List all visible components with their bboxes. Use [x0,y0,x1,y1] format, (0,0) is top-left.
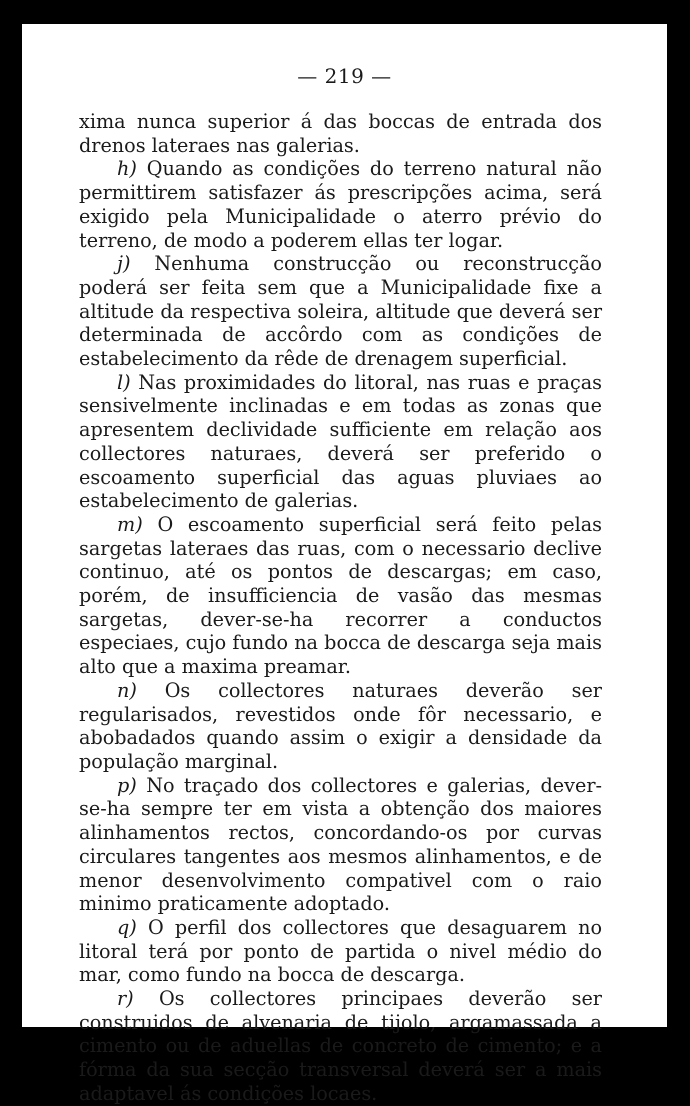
paragraph-text: O escoamento superficial será feito pelas sargetas lateraes das ruas, com o necessario declive continuo, até os pontos de descargas; em caso, porém, de insufficiencia de vasão das mesmas sargetas, dever-se-ha recorrer a conductos especiaes, cujo fundo na bocca de descarga seja mais alto que a maxima preamar. [79,512,602,679]
paragraph-j [79,252,602,371]
paragraph-text: xima nunca superior á das boccas de entrada dos drenos lateraes nas galerias. [79,110,602,157]
paragraph-text: Quando as condições do terreno natural não permittirem satisfazer ás prescripções acima, será exigido pela Municipalidade o aterro prévio do terreno, de modo a poderem ellas ter logar. [79,157,602,252]
paragraph-text: Os collectores principaes deverão ser construidos de alvenaria de tijolo, argamassada a cimento ou de aduellas de concreto de cimento; e a fórma da sua secção transversal deverá ser a mais adaptavel ás condições locaes. [79,987,602,1105]
paragraph-text: Nenhuma construcção ou reconstrucção poderá ser feita sem que a Municipalidade fixe a altitude da respectiva soleira, altitude que deverá ser determinada de accôrdo com as condições de estabelecimento da rêde de drenagem superficial. [79,252,602,371]
paragraph-p [79,774,602,916]
paragraph-m [79,513,602,679]
paragraph-n [79,679,602,774]
paragraph-label: q) [117,915,137,939]
paragraph-text: Nas proximidades do litoral, nas ruas e praças sensivelmente inclinadas e em todas as zonas que apresentem declividade sufficiente em relação aos collectores naturaes, deverá ser preferido o escoamento superficial das aguas pluviaes ao estabelecimento de galerias. [79,370,602,513]
paragraph-label: p) [117,773,137,797]
paragraph-label: l) [117,370,131,394]
paragraph-text: No traçado dos collectores e galerias, dever-se-ha sempre ter em vista a obtenção dos maiores alinhamentos rectos, concordando-os por curvas circulares tangentes aos mesmos alinhamentos, e de menor desenvolvimento compativel com o raio minimo praticamente adoptado. [79,773,602,916]
page-number: — 219 — [297,64,392,88]
paragraph-label: n) [117,678,137,702]
paragraph-text: Os collectores naturaes deverão ser regularisados, revestidos onde fôr necessario, e abobadados quando assim o exigir a densidade da população marginal. [79,678,602,773]
paragraph-text: O perfil dos collectores que desaguarem no litoral terá por ponto de partida o nivel médio do mar, como fundo na bocca de descarga. [79,915,602,987]
paragraph-q [79,916,602,987]
paragraph-h [79,157,602,252]
paragraph-label: m) [117,512,143,536]
paragraph-r [79,987,602,1106]
paragraph-continuation [79,110,602,157]
paragraph-l [79,371,602,513]
body-text [79,110,602,1106]
paragraph-label: r) [117,987,134,1011]
paragraph-label: h) [117,157,137,181]
document-page [22,24,667,1105]
paragraph-label: j) [117,252,131,276]
